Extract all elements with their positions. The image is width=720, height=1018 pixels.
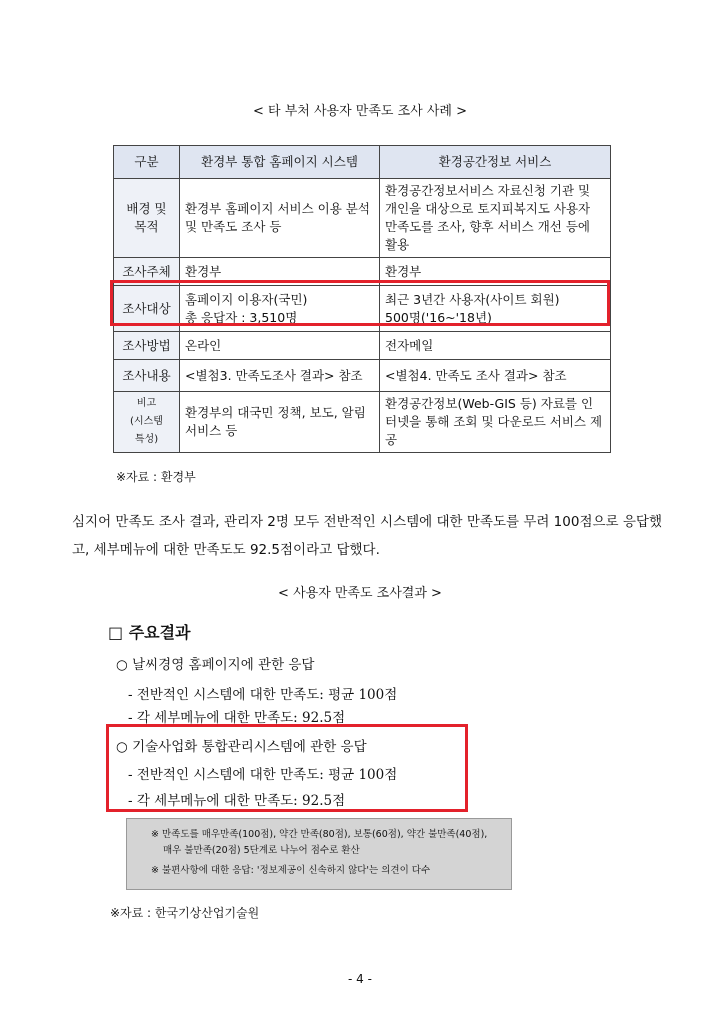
source-note: ※자료 : 환경부 [116,470,196,484]
table-cell: 최근 3년간 사용자(사이트 회원) 500명('16~'18년) [380,286,611,332]
table-cell: 환경부 [380,258,611,286]
results-caption: < 사용자 만족도 조사결과 > [278,586,442,601]
note-line: ※ 불편사항에 대한 응답: '정보제공이 신속하지 않다'는 의견이 다수 [151,865,431,876]
result-group-title: ○ 기술사업화 통합관리시스템에 관한 응답 [116,739,367,755]
table-header-cell: 환경공간정보 서비스 [380,146,611,179]
table-cell: 환경부 홈페이지 서비스 이용 분석 및 만족도 조사 등 [180,179,380,258]
row-label: 배경 및 목적 [114,179,180,258]
result-item: - 각 세부메뉴에 대한 만족도: 92.5점 [128,793,346,809]
table-row [114,360,611,392]
table-caption: < 타 부처 사용자 만족도 조사 사례 > [253,104,467,119]
row-label: 비고 (시스템 특성) [114,392,180,453]
table-cell: 환경부의 대국민 정책, 보도, 알림 서비스 등 [180,392,380,453]
results-heading: □ 주요결과 [108,623,191,642]
table-header-row [114,146,611,179]
table-row [114,179,611,258]
table-cell: <별첨3. 만족도조사 결과> 참조 [180,360,380,392]
table-header-cell: 구분 [114,146,180,179]
row-label: 조사내용 [114,360,180,392]
result-group-title: ○ 날씨경영 홈페이지에 관한 응답 [116,657,315,673]
table-cell: 홈페이지 이용자(국민) 총 응답자 : 3,510명 [180,286,380,332]
note-line: ※ 만족도를 매우만족(100점), 약간 만족(80점), 보통(60점), 약간 불만족(40점), [151,829,488,840]
note-line: 매우 불만족(20점) 5단계로 나누어 점수로 환산 [163,845,360,856]
table-cell: 환경공간정보(Web-GIS 등) 자료를 인터넷을 통해 조회 및 다운로드 서비스 제공 [380,392,611,453]
result-item: - 전반적인 시스템에 대한 만족도: 평균 100점 [128,767,398,783]
table-cell: 온라인 [180,332,380,360]
page-number: - 4 - [348,972,372,986]
table-cell: <별첨4. 만족도 조사 결과> 참조 [380,360,611,392]
table-cell: 전자메일 [380,332,611,360]
row-label: 조사방법 [114,332,180,360]
table-cell: 환경부 [180,258,380,286]
row-label: 조사대상 [114,286,180,332]
table-row [114,332,611,360]
body-paragraph: 심지어 만족도 조사 결과, 관리자 2명 모두 전반적인 시스템에 대한 만족도를 무려 100점으로 응답했고, 세부메뉴에 대한 만족도도 92.5점이라고 답했다. [72,514,662,558]
highlight-box-results [106,724,468,812]
table-cell: 환경공간정보서비스 자료신청 기관 및 개인을 대상으로 토지피복지도 사용자 만족도를 조사, 향후 서비스 개선 등에 활용 [380,179,611,258]
result-item: - 각 세부메뉴에 대한 만족도: 92.5점 [128,710,346,726]
table-header-cell: 환경부 통합 홈페이지 시스템 [180,146,380,179]
source-note: ※자료 : 한국기상산업기술원 [110,906,260,920]
highlight-box-table [110,280,610,326]
note-box [126,818,512,890]
row-label: 조사주체 [114,258,180,286]
result-item: - 전반적인 시스템에 대한 만족도: 평균 100점 [128,687,398,703]
table-row [114,392,611,453]
